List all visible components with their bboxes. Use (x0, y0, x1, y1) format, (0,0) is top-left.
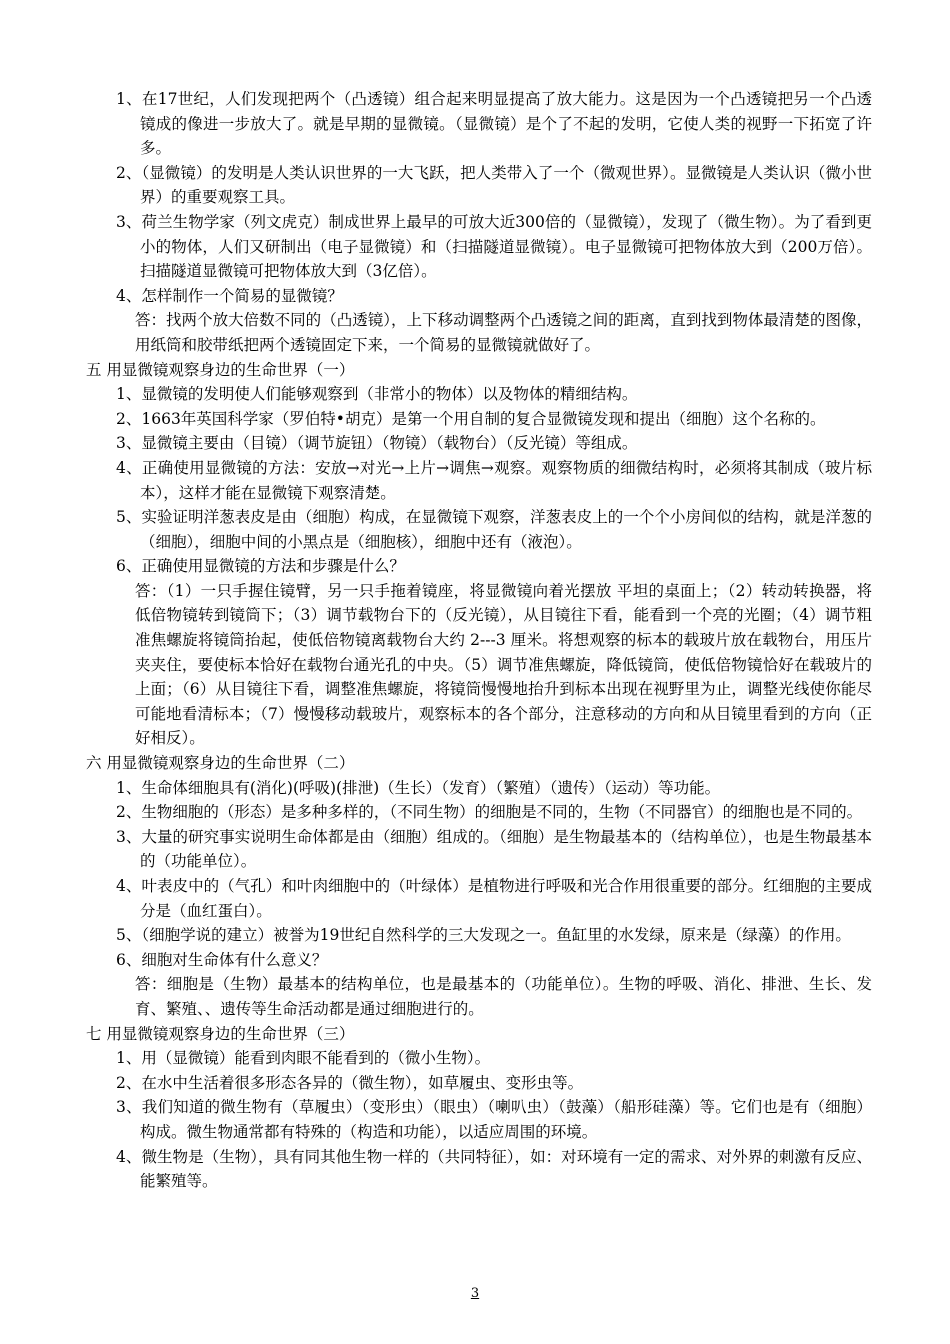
list-item: 6、细胞对生命体有什么意义？ (116, 950, 328, 969)
list-item: 3、大量的研究事实说明生命体都是由（细胞）组成的。（细胞）是生物最基本的（结构单位），也是生物最基本的（功能单位）。 (116, 827, 872, 871)
list-item: 2、在水中生活着很多形态各异的（微生物），如草履虫、变形虫等。 (116, 1073, 584, 1092)
answer-paragraph: 答：（1）一只手握住镜臂，另一只手拖着镜座，将显微镜向着光摆放 平坦的桌面上；（2）转动转换器，将低倍物镜转到镜筒下；（3）调节载物台下的（反光镜），从目镜往下看，能看到一个亮的光圈；（4）调节粗准焦螺旋将镜筒抬起，使低倍物镜离载物台大约 2---3 厘米。将想观察的标本的载玻片放在载物台，用压片夹夹住，要使标本恰好在载物台通光孔的中央。（5）调节准焦螺旋，降低镜筒，使低倍物镜恰好在载玻片的上面；（6）从目镜往下看，调整准焦螺旋，将镜筒慢慢地抬升到标本出现在视野里为止，调整光线使你能尽可能地看清标本；（7）慢慢移动载玻片，观察标本的各个部分，注意移动的方向和从目镜里看到的方向（正好相反）。 (135, 581, 872, 748)
list-item: 2、生物细胞的（形态）是多种多样的，（不同生物）的细胞是不同的，生物（不同器官）的细胞也是不同的。 (116, 803, 863, 822)
section-heading: 六 用显微镜观察身边的生命世界（二） (86, 754, 355, 773)
list-item: 5、实验证明洋葱表皮是由（细胞）构成，在显微镜下观察，洋葱表皮上的一个个小房间似的结构，就是洋葱的（细胞），细胞中间的小黑点是（细胞核），细胞中还有（液泡）。 (116, 508, 872, 551)
list-item: 4、微生物是（生物），具有同其他生物一样的（共同特征），如：对环境有一定的需求、对外界的刺激有反应、能繁殖等。 (116, 1147, 872, 1191)
list-item: 1、在17世纪，人们发现把两个（凸透镜）组合起来明显提高了放大能力。这是因为一个凸透镜把另一个凸透镜成的像进一步放大了。就是早期的显微镜。（显微镜）是个了不起的发明，它使人类的视野一下拓宽了许多。 (116, 90, 872, 158)
list-item: 1、显微镜的发明使人们能够观察到（非常小的物体）以及物体的精细结构。 (116, 385, 638, 404)
section-heading: 五 用显微镜观察身边的生命世界（一） (86, 360, 355, 379)
answer-paragraph: 答：细胞是（生物）最基本的结构单位，也是最基本的（功能单位）。生物的呼吸、消化、排泄、生长、发育、繁殖、、遗传等生命活动都是通过细胞进行的。 (135, 975, 872, 1018)
list-item: 4、叶表皮中的（气孔）和叶肉细胞中的（叶绿体）是植物进行呼吸和光合作用很重要的部分。红细胞的主要成分是（血红蛋白）。 (116, 877, 872, 920)
section-heading: 七 用显微镜观察身边的生命世界（三） (86, 1024, 355, 1043)
list-item: 6、正确使用显微镜的方法和步骤是什么？ (116, 557, 405, 576)
answer-paragraph: 答：找两个放大倍数不同的（凸透镜），上下移动调整两个凸透镜之间的距离，直到找到物体最清楚的图像，用纸筒和胶带纸把两个透镜固定下来，一个简易的显微镜就做好了。 (135, 311, 872, 354)
list-item: 5、（细胞学说的建立）被誉为19世纪自然科学的三大发现之一。鱼缸里的水发绿，原来是（绿藻）的作用。 (116, 926, 851, 945)
list-item: 1、用（显微镜）能看到肉眼不能看到的（微小生物）。 (116, 1049, 491, 1068)
list-item: 3、我们知道的微生物有（草履虫）（变形虫）（眼虫）（喇叭虫）（鼓藻）（船形硅藻）等。它们也是有（细胞）构成。微生物通常都有特殊的（构造和功能），以适应周围的环境。 (116, 1098, 872, 1141)
list-item: 3、荷兰生物学家（列文虎克）制成世界上最早的可放大近300倍的（显微镜），发现了（微生物）。为了看到更小的物体，人们又研制出（电子显微镜）和（扫描隧道显微镜）。电子显微镜可把物体放大到（200万倍）。扫描隧道显微镜可把物体放大到（3亿倍）。 (116, 212, 872, 281)
document-body (82, 87, 872, 1194)
list-item: 4、怎样制作一个简易的显微镜？ (116, 286, 343, 305)
list-item: 4、正确使用显微镜的方法：安放→对光→上片→调焦→观察。观察物质的细微结构时，必须将其制成（玻片标本），这样才能在显微镜下观察清楚。 (116, 458, 872, 502)
list-item: 3、显微镜主要由（目镜）（调节旋钮）（物镜）（载物台）（反光镜）等组成。 (116, 434, 638, 453)
list-item: 2、1663年英国科学家（罗伯特•胡克）是第一个用自制的复合显微镜发现和提出（细胞）这个名称的。 (116, 409, 826, 428)
list-item: 1、生命体细胞具有(消化)(呼吸)(排泄)（生长）（发育）（繁殖）（遗传）（运动）等功能。 (116, 778, 721, 797)
page-number: 3 (470, 1286, 480, 1301)
list-item: 2、（显微镜）的发明是人类认识世界的一大飞跃，把人类带入了一个（微观世界）。显微镜是人类认识（微小世界）的重要观察工具。 (116, 163, 872, 207)
